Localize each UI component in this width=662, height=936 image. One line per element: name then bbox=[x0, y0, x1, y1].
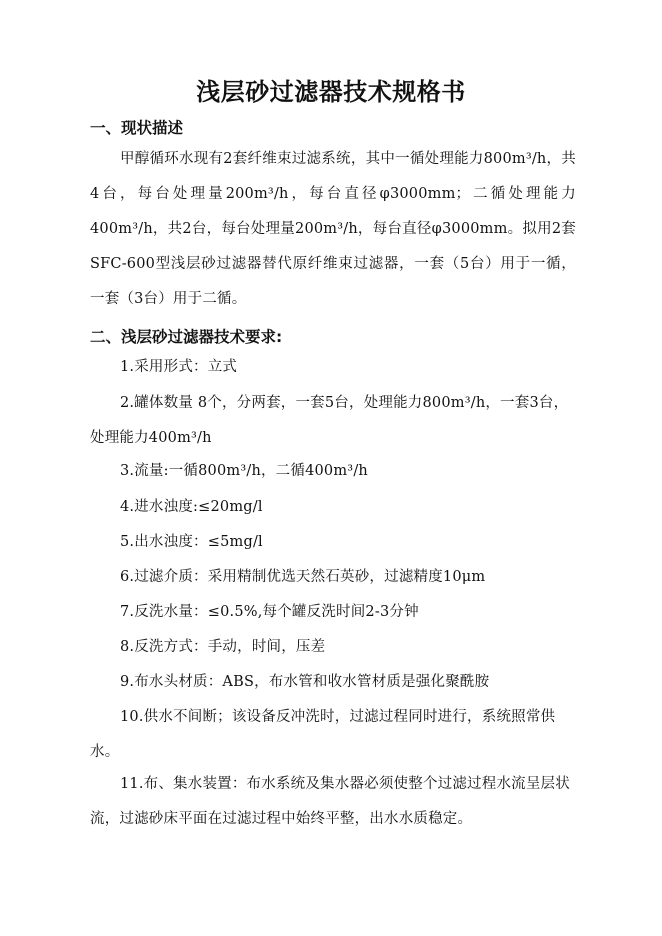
requirement-item-7: 7.反洗水量：≤0.5%,每个罐反洗时间2-3分钟 bbox=[120, 604, 419, 620]
requirement-item-1: 1.采用形式：立式 bbox=[120, 359, 238, 375]
requirement-item-8: 8.反洗方式：手动，时间，压差 bbox=[120, 639, 326, 655]
status-paragraph: 甲醇循环水现有2套纤维束过滤系统，其中一循处理能力800m³/h，共4台，每台处理量200m³/h，每台直径φ3000mm；二循处理能力400m³/h，共2台，每台处理量200m³/h，每台直径φ3000mm。拟用2套SFC-600型浅层砂过滤器替代原纤维束过滤器，一套（5台）用于一循，一套（3台）用于二循。 bbox=[90, 151, 576, 307]
requirement-item-4: 4.进水浊度:≤20mg/l bbox=[120, 499, 263, 515]
requirement-item-6: 6.过滤介质：采用精制优选天然石英砂，过滤精度10μm bbox=[120, 569, 486, 585]
document-title: 浅层砂过滤器技术规格书 bbox=[196, 78, 466, 106]
requirement-item-10: 10.供水不间断；该设备反冲洗时，过滤过程同时进行，系统照常供水。 bbox=[90, 709, 556, 760]
section-heading-requirements: 二、浅层砂过滤器技术要求: bbox=[90, 328, 283, 346]
section-status-body bbox=[90, 142, 576, 317]
section-heading-status: 一、现状描述 bbox=[90, 119, 184, 137]
requirement-item-9: 9.布水头材质：ABS，布水管和收水管材质是强化聚酰胺 bbox=[120, 674, 490, 690]
requirement-item-11: 11.布、集水装置：布水系统及集水器必须使整个过滤过程水流呈层状流，过滤砂床平面在过滤过程中始终平整，出水水质稳定。 bbox=[90, 776, 570, 827]
requirement-item-5: 5.出水浊度：≤5mg/l bbox=[120, 534, 263, 550]
requirement-item-2: 2.罐体数量 8个，分两套，一套5台，处理能力800m³/h，一套3台，处理能力400m³/h bbox=[90, 395, 569, 446]
requirement-item-3: 3.流量:一循800m³/h，二循400m³/h bbox=[120, 463, 368, 479]
